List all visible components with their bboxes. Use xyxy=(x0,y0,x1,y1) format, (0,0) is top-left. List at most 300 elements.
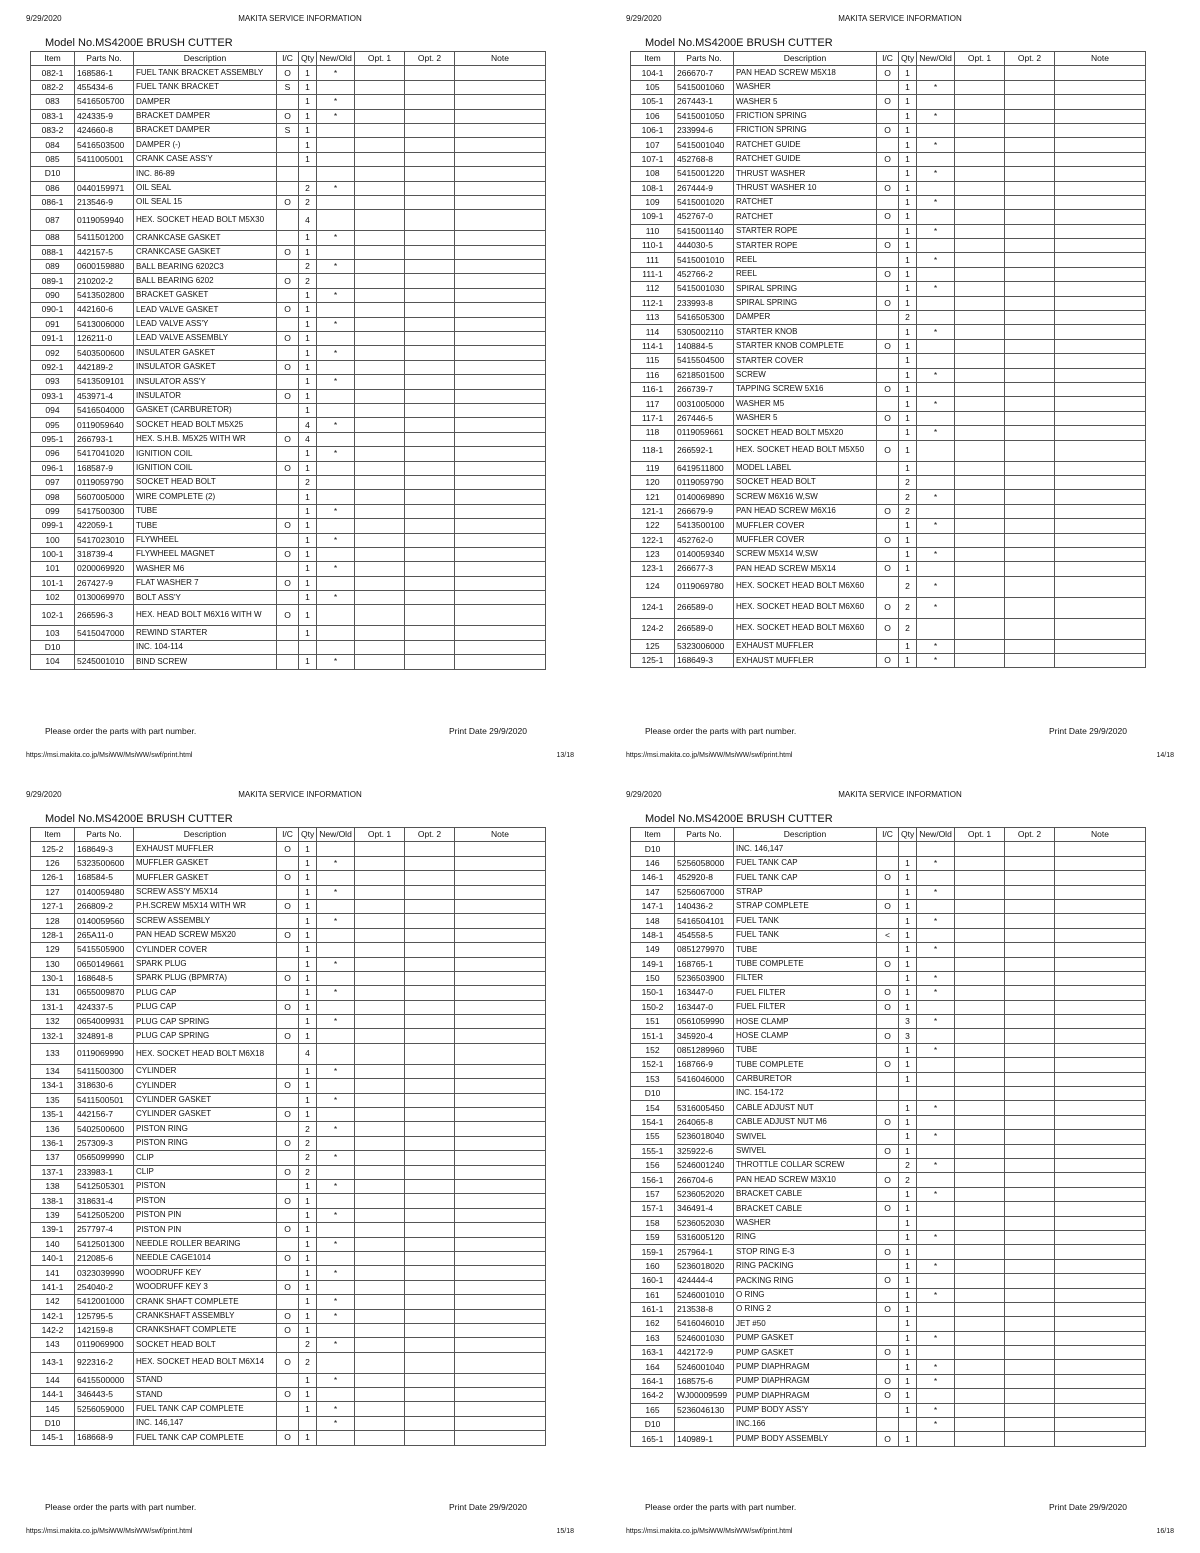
table-row xyxy=(31,957,546,971)
qty-cell: 1 xyxy=(299,95,317,109)
description-cell: RATCHET xyxy=(734,210,877,224)
ic-cell: O xyxy=(277,245,299,259)
part-number-cell: 0119069900 xyxy=(75,1338,134,1352)
opt2-cell xyxy=(1005,1029,1055,1043)
ic-cell: O xyxy=(877,1389,899,1403)
opt1-cell xyxy=(955,382,1005,396)
part-number-cell: 233994-6 xyxy=(675,123,734,137)
qty-cell: 1 xyxy=(299,871,317,885)
page-header xyxy=(26,790,574,802)
note-cell xyxy=(1055,1173,1146,1187)
opt2-cell xyxy=(1005,1101,1055,1115)
description-cell: WOODRUFF KEY xyxy=(134,1266,277,1280)
note-cell xyxy=(1055,618,1146,639)
opt2-cell xyxy=(405,971,455,985)
qty-cell: 1 xyxy=(299,1179,317,1193)
part-number-cell: 5607005000 xyxy=(75,490,134,504)
item-cell: 164 xyxy=(631,1360,675,1374)
ic-cell xyxy=(877,311,899,325)
part-number-cell: 452767-0 xyxy=(675,210,734,224)
qty-cell: 1 xyxy=(299,943,317,957)
column-header: Item xyxy=(631,52,675,66)
parts-table xyxy=(30,51,546,670)
item-cell: 104 xyxy=(31,655,75,669)
opt2-cell xyxy=(405,885,455,899)
ic-cell: O xyxy=(277,1029,299,1043)
note-cell xyxy=(455,1165,546,1179)
page xyxy=(0,0,600,776)
note-cell xyxy=(455,1388,546,1402)
part-number-cell: 5412505301 xyxy=(75,1179,134,1193)
new-old-cell xyxy=(317,1043,355,1064)
note-cell xyxy=(1055,475,1146,489)
opt1-cell xyxy=(955,296,1005,310)
description-cell: CYLINDER xyxy=(134,1064,277,1078)
opt2-cell xyxy=(1005,1245,1055,1259)
table-row xyxy=(631,1403,1146,1417)
note-cell xyxy=(455,1122,546,1136)
qty-cell: 1 xyxy=(299,914,317,928)
part-number-cell: 5416504000 xyxy=(75,403,134,417)
table-row xyxy=(631,490,1146,504)
item-cell: 084 xyxy=(31,138,75,152)
table-row xyxy=(31,1043,546,1064)
opt2-cell xyxy=(405,943,455,957)
column-header: Qty xyxy=(899,52,917,66)
ic-cell xyxy=(877,109,899,123)
part-number-cell: WJ00009599 xyxy=(675,1389,734,1403)
note-cell xyxy=(455,1251,546,1265)
table-row xyxy=(631,354,1146,368)
new-old-cell: * xyxy=(917,856,955,870)
part-number-cell: 5316005120 xyxy=(675,1230,734,1244)
note-cell xyxy=(1055,943,1146,957)
note-cell xyxy=(455,943,546,957)
note-cell xyxy=(1055,1317,1146,1331)
description-cell: BALL BEARING 6202 xyxy=(134,274,277,288)
opt2-cell xyxy=(1005,339,1055,353)
opt2-cell xyxy=(1005,426,1055,440)
opt1-cell xyxy=(955,943,1005,957)
part-number-cell xyxy=(675,1418,734,1432)
opt2-cell xyxy=(405,1194,455,1208)
part-number-cell: 424335-9 xyxy=(75,109,134,123)
part-number-cell: 168766-9 xyxy=(675,1058,734,1072)
opt2-cell xyxy=(1005,1072,1055,1086)
table-row xyxy=(631,1331,1146,1345)
new-old-cell: * xyxy=(317,260,355,274)
ic-cell xyxy=(277,138,299,152)
ic-cell xyxy=(877,397,899,411)
ic-cell xyxy=(277,375,299,389)
opt1-cell xyxy=(355,914,405,928)
part-number-cell: 266679-9 xyxy=(675,504,734,518)
qty-cell: 1 xyxy=(899,871,917,885)
description-cell: REEL xyxy=(734,253,877,267)
part-number-cell: 266589-0 xyxy=(675,597,734,618)
part-number-cell: 5236503900 xyxy=(675,971,734,985)
part-number-cell: 5256059000 xyxy=(75,1402,134,1416)
part-number-cell: 0140059560 xyxy=(75,914,134,928)
item-cell: 126 xyxy=(31,856,75,870)
new-old-cell xyxy=(317,842,355,856)
qty-cell: 1 xyxy=(899,382,917,396)
description-cell: CYLINDER COVER xyxy=(134,943,277,957)
item-cell: 088 xyxy=(31,231,75,245)
opt1-cell xyxy=(355,332,405,346)
item-cell: 146 xyxy=(631,856,675,870)
description-cell: PAN HEAD SCREW M5X20 xyxy=(134,928,277,942)
opt1-cell xyxy=(355,1093,405,1107)
new-old-cell: * xyxy=(317,1266,355,1280)
item-cell: 095-1 xyxy=(31,432,75,446)
ic-cell xyxy=(877,1158,899,1172)
note-cell xyxy=(455,1179,546,1193)
new-old-cell xyxy=(317,403,355,417)
part-number-cell: 213538-8 xyxy=(675,1302,734,1316)
part-number-cell: 266809-2 xyxy=(75,899,134,913)
qty-cell: 1 xyxy=(899,282,917,296)
ic-cell xyxy=(877,943,899,957)
opt2-cell xyxy=(405,1388,455,1402)
item-cell: 091 xyxy=(31,317,75,331)
column-header: Opt. 1 xyxy=(355,52,405,66)
item-cell: 111-1 xyxy=(631,267,675,281)
opt2-cell xyxy=(405,640,455,654)
note-cell xyxy=(1055,461,1146,475)
opt1-cell xyxy=(955,576,1005,597)
description-cell: WOODRUFF KEY 3 xyxy=(134,1280,277,1294)
item-cell: 146-1 xyxy=(631,871,675,885)
item-cell: 149 xyxy=(631,943,675,957)
item-cell: D10 xyxy=(631,842,675,856)
item-cell: 142-1 xyxy=(31,1309,75,1323)
new-old-cell xyxy=(917,475,955,489)
description-cell: DAMPER xyxy=(734,311,877,325)
table-row xyxy=(631,928,1146,942)
qty-cell: 1 xyxy=(299,899,317,913)
new-old-cell: * xyxy=(317,591,355,605)
new-old-cell: * xyxy=(317,1064,355,1078)
new-old-cell xyxy=(317,210,355,231)
description-cell: SOCKET HEAD BOLT xyxy=(134,475,277,489)
item-cell: 106-1 xyxy=(631,123,675,137)
description-cell: STOP RING E-3 xyxy=(734,1245,877,1259)
ic-cell xyxy=(277,562,299,576)
note-cell xyxy=(455,138,546,152)
table-row xyxy=(31,626,546,640)
part-number-cell: 424660-8 xyxy=(75,123,134,137)
qty-cell: 1 xyxy=(299,1280,317,1294)
new-old-cell: * xyxy=(317,562,355,576)
description-cell: NEEDLE CAGE1014 xyxy=(134,1251,277,1265)
table-row xyxy=(31,885,546,899)
part-number-cell: 5236052030 xyxy=(675,1216,734,1230)
ic-cell xyxy=(277,260,299,274)
note-cell xyxy=(455,1079,546,1093)
opt1-cell xyxy=(355,461,405,475)
qty-cell: 1 xyxy=(299,591,317,605)
table-row xyxy=(31,655,546,669)
description-cell: SOCKET HEAD BOLT xyxy=(134,1338,277,1352)
table-row xyxy=(631,195,1146,209)
ic-cell: O xyxy=(877,123,899,137)
opt1-cell xyxy=(955,1029,1005,1043)
new-old-cell xyxy=(317,80,355,94)
description-cell: FUEL TANK CAP COMPLETE xyxy=(134,1402,277,1416)
ic-cell: O xyxy=(877,597,899,618)
opt2-cell xyxy=(405,332,455,346)
note-cell xyxy=(455,655,546,669)
print-date: Print Date 29/9/2020 xyxy=(449,726,527,736)
qty-cell: 1 xyxy=(899,899,917,913)
opt2-cell xyxy=(405,475,455,489)
opt1-cell xyxy=(355,475,405,489)
note-cell xyxy=(455,842,546,856)
ic-cell: O xyxy=(277,332,299,346)
qty-cell: 1 xyxy=(299,1323,317,1337)
new-old-cell xyxy=(917,66,955,80)
table-row xyxy=(31,95,546,109)
table-row xyxy=(31,432,546,446)
qty-cell: 2 xyxy=(899,618,917,639)
table-row xyxy=(631,461,1146,475)
qty-cell: 1 xyxy=(299,1029,317,1043)
part-number-cell: 5416505300 xyxy=(675,311,734,325)
part-number-cell: 5415047000 xyxy=(75,626,134,640)
opt1-cell xyxy=(355,181,405,195)
description-cell: SWIVEL xyxy=(734,1144,877,1158)
opt2-cell xyxy=(1005,504,1055,518)
table-row xyxy=(631,325,1146,339)
ic-cell xyxy=(277,231,299,245)
qty-cell: 1 xyxy=(899,519,917,533)
opt1-cell xyxy=(355,303,405,317)
description-cell: PUMP GASKET xyxy=(734,1346,877,1360)
opt1-cell xyxy=(955,109,1005,123)
ic-cell: O xyxy=(277,461,299,475)
item-cell: 093 xyxy=(31,375,75,389)
ic-cell: O xyxy=(877,1058,899,1072)
ic-cell xyxy=(277,591,299,605)
part-number-cell: 168649-3 xyxy=(675,654,734,668)
description-cell: SCREW M6X16 W,SW xyxy=(734,490,877,504)
table-row xyxy=(31,123,546,137)
opt1-cell xyxy=(955,1245,1005,1259)
qty-cell: 1 xyxy=(899,411,917,425)
part-number-cell: 5415001050 xyxy=(675,109,734,123)
note-cell xyxy=(1055,547,1146,561)
part-number-cell: 5413502800 xyxy=(75,288,134,302)
opt2-cell xyxy=(405,1093,455,1107)
table-row xyxy=(631,842,1146,856)
qty-cell: 1 xyxy=(899,426,917,440)
new-old-cell: * xyxy=(317,375,355,389)
ic-cell: O xyxy=(277,1165,299,1179)
opt1-cell xyxy=(355,1373,405,1387)
model-title: Model No.MS4200E BRUSH CUTTER xyxy=(645,813,833,825)
opt2-cell xyxy=(405,1295,455,1309)
table-row xyxy=(31,403,546,417)
model-title: Model No.MS4200E BRUSH CUTTER xyxy=(45,813,233,825)
item-cell: 157-1 xyxy=(631,1202,675,1216)
opt1-cell xyxy=(355,195,405,209)
description-cell: FUEL TANK CAP xyxy=(734,856,877,870)
opt2-cell xyxy=(405,181,455,195)
opt2-cell xyxy=(1005,1144,1055,1158)
opt1-cell xyxy=(955,1130,1005,1144)
opt2-cell xyxy=(405,1309,455,1323)
new-old-cell: * xyxy=(917,1418,955,1432)
new-old-cell: * xyxy=(317,1122,355,1136)
opt1-cell xyxy=(355,519,405,533)
note-cell xyxy=(1055,914,1146,928)
description-cell: STRAP xyxy=(734,885,877,899)
qty-cell: 1 xyxy=(299,1237,317,1251)
order-note: Please order the parts with part number. xyxy=(45,726,197,736)
description-cell: INC. 154-172 xyxy=(734,1087,877,1101)
description-cell: CRANKSHAFT COMPLETE xyxy=(134,1323,277,1337)
qty-cell: 1 xyxy=(899,1245,917,1259)
opt2-cell xyxy=(405,66,455,80)
new-old-cell xyxy=(317,1251,355,1265)
opt2-cell xyxy=(405,274,455,288)
column-header: Opt. 1 xyxy=(355,828,405,842)
opt2-cell xyxy=(405,231,455,245)
note-cell xyxy=(1055,1346,1146,1360)
ic-cell: O xyxy=(877,382,899,396)
item-cell: 090-1 xyxy=(31,303,75,317)
ic-cell xyxy=(277,943,299,957)
opt2-cell xyxy=(405,288,455,302)
opt1-cell xyxy=(955,339,1005,353)
item-cell: 097 xyxy=(31,475,75,489)
ic-cell xyxy=(877,1087,899,1101)
new-old-cell xyxy=(317,167,355,181)
note-cell xyxy=(455,181,546,195)
new-old-cell xyxy=(917,210,955,224)
qty-cell: 1 xyxy=(899,914,917,928)
ic-cell xyxy=(877,325,899,339)
opt1-cell xyxy=(955,1015,1005,1029)
description-cell: HOSE CLAMP xyxy=(734,1015,877,1029)
part-number-cell: 168668-9 xyxy=(75,1431,134,1445)
ic-cell: O xyxy=(877,1173,899,1187)
description-cell: OIL SEAL xyxy=(134,181,277,195)
opt1-cell xyxy=(355,231,405,245)
opt2-cell xyxy=(1005,123,1055,137)
opt2-cell xyxy=(1005,885,1055,899)
header-date: 9/29/2020 xyxy=(26,790,62,799)
description-cell: STARTER ROPE xyxy=(734,239,877,253)
qty-cell: 1 xyxy=(899,1115,917,1129)
note-cell xyxy=(455,1416,546,1430)
description-cell: TUBE xyxy=(134,504,277,518)
part-number-cell: 5416046010 xyxy=(675,1317,734,1331)
part-number-cell: 5256058000 xyxy=(675,856,734,870)
opt2-cell xyxy=(1005,914,1055,928)
description-cell: SCREW xyxy=(734,368,877,382)
qty-cell: 1 xyxy=(299,519,317,533)
qty-cell: 1 xyxy=(299,1431,317,1445)
item-cell: 123 xyxy=(631,547,675,561)
part-number-cell: 0119059940 xyxy=(75,210,134,231)
new-old-cell xyxy=(917,296,955,310)
qty-cell: 1 xyxy=(899,1432,917,1446)
description-cell: PUMP DIAPHRAGM xyxy=(734,1389,877,1403)
new-old-cell xyxy=(317,519,355,533)
part-number-cell: 5323500600 xyxy=(75,856,134,870)
part-number-cell: 126211-0 xyxy=(75,332,134,346)
item-cell: 152 xyxy=(631,1043,675,1057)
note-cell xyxy=(1055,311,1146,325)
opt2-cell xyxy=(1005,109,1055,123)
opt2-cell xyxy=(1005,1158,1055,1172)
ic-cell: O xyxy=(277,66,299,80)
opt1-cell xyxy=(355,1179,405,1193)
item-cell: 127 xyxy=(31,885,75,899)
item-cell: 098 xyxy=(31,490,75,504)
opt2-cell xyxy=(1005,856,1055,870)
opt2-cell xyxy=(405,605,455,626)
part-number-cell: 318631-4 xyxy=(75,1194,134,1208)
qty-cell xyxy=(299,1416,317,1430)
part-number-cell: 264065-8 xyxy=(675,1115,734,1129)
new-old-cell: * xyxy=(317,1151,355,1165)
note-cell xyxy=(1055,181,1146,195)
opt1-cell xyxy=(955,986,1005,1000)
header-title: MAKITA SERVICE INFORMATION xyxy=(838,790,962,799)
model-title: Model No.MS4200E BRUSH CUTTER xyxy=(645,37,833,49)
opt1-cell xyxy=(955,1101,1005,1115)
part-number-cell xyxy=(75,1416,134,1430)
item-cell: 100 xyxy=(31,533,75,547)
ic-cell: O xyxy=(877,1202,899,1216)
opt1-cell xyxy=(955,1288,1005,1302)
new-old-cell: * xyxy=(917,1259,955,1273)
qty-cell: 4 xyxy=(299,210,317,231)
description-cell: CRANK CASE ASS'Y xyxy=(134,152,277,166)
table-row xyxy=(631,311,1146,325)
note-cell xyxy=(455,576,546,590)
item-cell: 099-1 xyxy=(31,519,75,533)
description-cell: INSULATOR ASS'Y xyxy=(134,375,277,389)
new-old-cell: * xyxy=(317,109,355,123)
opt1-cell xyxy=(355,547,405,561)
table-row xyxy=(31,591,546,605)
note-cell xyxy=(455,1194,546,1208)
ic-cell xyxy=(877,1403,899,1417)
page-number: 14/18 xyxy=(1156,752,1174,759)
note-cell xyxy=(455,928,546,942)
opt1-cell xyxy=(955,519,1005,533)
item-cell: 150-1 xyxy=(631,986,675,1000)
description-cell: STARTER KNOB COMPLETE xyxy=(734,339,877,353)
opt1-cell xyxy=(355,123,405,137)
item-cell: 090 xyxy=(31,288,75,302)
description-cell: RING xyxy=(734,1230,877,1244)
item-cell: 122-1 xyxy=(631,533,675,547)
opt1-cell xyxy=(955,928,1005,942)
item-cell: 128 xyxy=(31,914,75,928)
part-number-cell: 233993-8 xyxy=(675,296,734,310)
qty-cell: 1 xyxy=(899,856,917,870)
ic-cell xyxy=(277,1295,299,1309)
qty-cell: 1 xyxy=(899,1216,917,1230)
note-cell xyxy=(455,1237,546,1251)
opt1-cell xyxy=(955,562,1005,576)
opt2-cell xyxy=(405,1431,455,1445)
